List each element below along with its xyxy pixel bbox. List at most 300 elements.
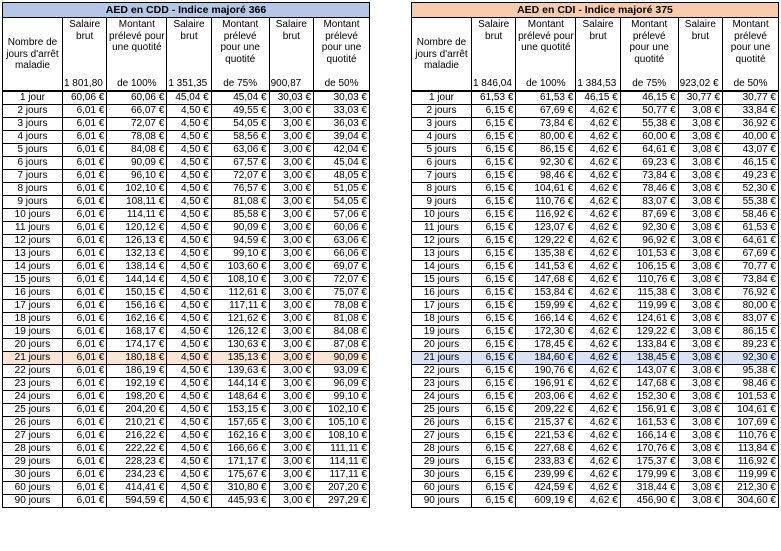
salaire-75-cell: 4,62 €	[576, 378, 620, 391]
salaire-75-cell: 4,62 €	[576, 235, 620, 248]
days-cell: 23 jours	[3, 378, 63, 391]
prelev-100-cell: 90,09 €	[107, 157, 167, 170]
salaire-100-cell: 6,15 €	[471, 482, 515, 495]
header-salaire-75: Salaire brut	[576, 18, 620, 79]
salaire-100-cell: 6,01 €	[62, 352, 106, 365]
table-body-cdd	[3, 91, 370, 508]
table-row	[3, 118, 370, 131]
salaire-75-cell: 4,62 €	[576, 248, 620, 261]
prelev-75-cell: 121,62 €	[211, 313, 269, 326]
prelev-100-cell: 102,10 €	[107, 183, 167, 196]
salaire-100-cell: 6,01 €	[62, 313, 106, 326]
prelev-50-cell: 117,11 €	[314, 469, 370, 482]
prelev-100-cell: 178,45 €	[516, 339, 576, 352]
salaire-75-cell: 4,50 €	[167, 326, 211, 339]
prelev-100-cell: 129,22 €	[516, 235, 576, 248]
prelev-100-cell: 216,22 €	[107, 430, 167, 443]
prelev-50-cell: 30,03 €	[314, 91, 370, 105]
salaire-50-cell: 3,00 €	[269, 287, 313, 300]
salaire-75-cell: 4,62 €	[576, 417, 620, 430]
prelev-50-cell: 75,07 €	[314, 287, 370, 300]
prelev-100-cell: 116,92 €	[516, 209, 576, 222]
salaire-100-cell: 6,15 €	[471, 105, 515, 118]
salaire-100-cell: 60,06 €	[62, 91, 106, 105]
prelev-50-cell: 33,84 €	[723, 105, 779, 118]
table-row	[412, 157, 779, 170]
days-cell: 29 jours	[3, 456, 63, 469]
days-cell: 12 jours	[412, 235, 472, 248]
prelev-50-cell: 73,84 €	[723, 274, 779, 287]
prelev-100-cell: 162,16 €	[107, 313, 167, 326]
prelev-50-cell: 110,76 €	[723, 430, 779, 443]
salaire-50-cell: 3,08 €	[678, 339, 722, 352]
prelev-100-cell: 233,83 €	[516, 456, 576, 469]
quotite-100: de 100%	[107, 78, 167, 91]
prelev-50-cell: 297,29 €	[314, 495, 370, 508]
prelev-100-cell: 172,30 €	[516, 326, 576, 339]
table-row	[412, 417, 779, 430]
prelev-50-cell: 83,07 €	[723, 313, 779, 326]
salaire-75-cell: 4,62 €	[576, 404, 620, 417]
prelev-75-cell: 72,07 €	[211, 170, 269, 183]
salaire-75-cell: 4,62 €	[576, 287, 620, 300]
table-row	[412, 365, 779, 378]
days-cell: 18 jours	[412, 313, 472, 326]
prelev-50-cell: 46,15 €	[723, 157, 779, 170]
base-salaire-75: 1 351,35	[167, 78, 211, 91]
prelev-50-cell: 95,38 €	[723, 365, 779, 378]
salaire-100-cell: 6,15 €	[471, 495, 515, 508]
salaire-100-cell: 6,01 €	[62, 248, 106, 261]
salaire-75-cell: 4,62 €	[576, 430, 620, 443]
days-cell: 3 jours	[3, 118, 63, 131]
prelev-50-cell: 48,05 €	[314, 170, 370, 183]
prelev-75-cell: 94,59 €	[211, 235, 269, 248]
salaire-50-cell: 3,00 €	[269, 235, 313, 248]
prelev-50-cell: 113,84 €	[723, 443, 779, 456]
days-cell: 60 jours	[412, 482, 472, 495]
salaire-100-cell: 6,01 €	[62, 235, 106, 248]
table-row	[3, 144, 370, 157]
salaire-75-cell: 4,62 €	[576, 131, 620, 144]
days-cell: 17 jours	[412, 300, 472, 313]
prelev-100-cell: 60,06 €	[107, 91, 167, 105]
prelev-50-cell: 49,23 €	[723, 170, 779, 183]
prelev-75-cell: 175,37 €	[620, 456, 678, 469]
header-salaire-100: Salaire brut	[62, 18, 106, 79]
days-cell: 12 jours	[3, 235, 63, 248]
salaire-50-cell: 3,08 €	[678, 248, 722, 261]
salaire-75-cell: 4,50 €	[167, 274, 211, 287]
prelev-100-cell: 196,91 €	[516, 378, 576, 391]
prelev-75-cell: 49,55 €	[211, 105, 269, 118]
salaire-100-cell: 6,01 €	[62, 196, 106, 209]
prelev-75-cell: 46,15 €	[620, 91, 678, 105]
salaire-75-cell: 4,62 €	[576, 196, 620, 209]
salaire-75-cell: 4,50 €	[167, 222, 211, 235]
salaire-50-cell: 3,00 €	[269, 105, 313, 118]
prelev-75-cell: 108,10 €	[211, 274, 269, 287]
prelev-100-cell: 234,23 €	[107, 469, 167, 482]
prelev-50-cell: 72,07 €	[314, 274, 370, 287]
days-cell: 16 jours	[412, 287, 472, 300]
prelev-100-cell: 84,08 €	[107, 144, 167, 157]
prelev-50-cell: 33,03 €	[314, 105, 370, 118]
salaire-75-cell: 4,50 €	[167, 287, 211, 300]
salaire-100-cell: 6,01 €	[62, 339, 106, 352]
prelev-100-cell: 135,38 €	[516, 248, 576, 261]
prelev-75-cell: 152,30 €	[620, 391, 678, 404]
base-salaire-50: 900,87	[269, 78, 313, 91]
prelev-50-cell: 70,77 €	[723, 261, 779, 274]
header-days: Nombre de jours d'arrêt maladie	[412, 18, 472, 92]
prelev-75-cell: 456,90 €	[620, 495, 678, 508]
salaire-100-cell: 6,15 €	[471, 222, 515, 235]
salaire-50-cell: 3,08 €	[678, 118, 722, 131]
days-cell: 22 jours	[412, 365, 472, 378]
prelev-100-cell: 150,15 €	[107, 287, 167, 300]
prelev-100-cell: 203,06 €	[516, 391, 576, 404]
salaire-100-cell: 6,15 €	[471, 352, 515, 365]
days-cell: 11 jours	[412, 222, 472, 235]
salaire-75-cell: 4,62 €	[576, 144, 620, 157]
salaire-100-cell: 6,01 €	[62, 209, 106, 222]
prelev-75-cell: 96,92 €	[620, 235, 678, 248]
days-cell: 29 jours	[412, 456, 472, 469]
salaire-100-cell: 6,15 €	[471, 417, 515, 430]
prelev-100-cell: 67,69 €	[516, 105, 576, 118]
salaire-75-cell: 4,62 €	[576, 365, 620, 378]
salaire-75-cell: 4,62 €	[576, 456, 620, 469]
prelev-100-cell: 594,59 €	[107, 495, 167, 508]
table-row	[3, 482, 370, 495]
prelev-50-cell: 96,09 €	[314, 378, 370, 391]
table-row	[3, 443, 370, 456]
days-cell: 8 jours	[3, 183, 63, 196]
days-cell: 28 jours	[3, 443, 63, 456]
prelev-75-cell: 153,15 €	[211, 404, 269, 417]
salaire-100-cell: 6,01 €	[62, 118, 106, 131]
table-title-cdi: AED en CDI - Indice majoré 375	[412, 3, 779, 18]
days-cell: 23 jours	[412, 378, 472, 391]
salaire-50-cell: 30,03 €	[269, 91, 313, 105]
salaire-75-cell: 4,50 €	[167, 131, 211, 144]
salaire-75-cell: 4,62 €	[576, 482, 620, 495]
table-row	[412, 313, 779, 326]
prelev-50-cell: 98,46 €	[723, 378, 779, 391]
salaire-75-cell: 4,62 €	[576, 326, 620, 339]
prelev-75-cell: 110,76 €	[620, 274, 678, 287]
prelev-50-cell: 57,06 €	[314, 209, 370, 222]
salaire-100-cell: 6,01 €	[62, 222, 106, 235]
table-row	[412, 118, 779, 131]
salaire-75-cell: 4,62 €	[576, 300, 620, 313]
prelev-75-cell: 45,04 €	[211, 91, 269, 105]
prelev-100-cell: 221,53 €	[516, 430, 576, 443]
salaire-50-cell: 3,00 €	[269, 404, 313, 417]
days-cell: 5 jours	[412, 144, 472, 157]
prelev-100-cell: 108,11 €	[107, 196, 167, 209]
table-aed-cdi	[411, 2, 779, 508]
salaire-50-cell: 30,77 €	[678, 91, 722, 105]
prelev-100-cell: 186,19 €	[107, 365, 167, 378]
days-cell: 24 jours	[412, 391, 472, 404]
quotite-50: de 50%	[723, 78, 779, 91]
salaire-50-cell: 3,08 €	[678, 105, 722, 118]
prelev-100-cell: 66,07 €	[107, 105, 167, 118]
salaire-50-cell: 3,00 €	[269, 222, 313, 235]
prelev-75-cell: 130,63 €	[211, 339, 269, 352]
salaire-50-cell: 3,08 €	[678, 144, 722, 157]
prelev-50-cell: 67,69 €	[723, 248, 779, 261]
days-cell: 2 jours	[3, 105, 63, 118]
prelev-100-cell: 609,19 €	[516, 495, 576, 508]
prelev-75-cell: 129,22 €	[620, 326, 678, 339]
days-cell: 15 jours	[412, 274, 472, 287]
salaire-75-cell: 4,50 €	[167, 456, 211, 469]
table-row	[412, 469, 779, 482]
prelev-100-cell: 210,21 €	[107, 417, 167, 430]
days-cell: 30 jours	[3, 469, 63, 482]
salaire-50-cell: 3,08 €	[678, 209, 722, 222]
prelev-100-cell: 190,76 €	[516, 365, 576, 378]
prelev-75-cell: 133,84 €	[620, 339, 678, 352]
prelev-75-cell: 50,77 €	[620, 105, 678, 118]
prelev-100-cell: 138,14 €	[107, 261, 167, 274]
days-cell: 7 jours	[412, 170, 472, 183]
prelev-75-cell: 124,61 €	[620, 313, 678, 326]
prelev-75-cell: 161,53 €	[620, 417, 678, 430]
salaire-75-cell: 4,50 €	[167, 196, 211, 209]
salaire-75-cell: 4,50 €	[167, 352, 211, 365]
salaire-100-cell: 6,15 €	[471, 404, 515, 417]
prelev-100-cell: 104,61 €	[516, 183, 576, 196]
prelev-50-cell: 84,08 €	[314, 326, 370, 339]
prelev-50-cell: 105,10 €	[314, 417, 370, 430]
salaire-75-cell: 4,50 €	[167, 469, 211, 482]
salaire-50-cell: 3,00 €	[269, 313, 313, 326]
prelev-75-cell: 138,45 €	[620, 352, 678, 365]
prelev-75-cell: 175,67 €	[211, 469, 269, 482]
salaire-100-cell: 6,01 €	[62, 300, 106, 313]
salaire-75-cell: 4,50 €	[167, 300, 211, 313]
table-row	[412, 352, 779, 365]
quotite-75: de 75%	[211, 78, 269, 91]
salaire-50-cell: 3,08 €	[678, 495, 722, 508]
prelev-100-cell: 144,14 €	[107, 274, 167, 287]
prelev-50-cell: 116,92 €	[723, 456, 779, 469]
table-row	[412, 287, 779, 300]
prelev-50-cell: 99,10 €	[314, 391, 370, 404]
salaire-50-cell: 3,00 €	[269, 261, 313, 274]
table-row	[412, 183, 779, 196]
days-cell: 13 jours	[412, 248, 472, 261]
salaire-75-cell: 4,50 €	[167, 404, 211, 417]
prelev-100-cell: 198,20 €	[107, 391, 167, 404]
salaire-50-cell: 3,00 €	[269, 495, 313, 508]
prelev-75-cell: 58,56 €	[211, 131, 269, 144]
salaire-50-cell: 3,00 €	[269, 456, 313, 469]
prelev-50-cell: 93,09 €	[314, 365, 370, 378]
prelev-100-cell: 414,41 €	[107, 482, 167, 495]
prelev-100-cell: 123,07 €	[516, 222, 576, 235]
prelev-75-cell: 76,57 €	[211, 183, 269, 196]
salaire-50-cell: 3,08 €	[678, 170, 722, 183]
salaire-100-cell: 6,15 €	[471, 196, 515, 209]
days-cell: 9 jours	[3, 196, 63, 209]
prelev-75-cell: 126,12 €	[211, 326, 269, 339]
base-salaire-50: 923,02 €	[678, 78, 722, 91]
prelev-50-cell: 40,00 €	[723, 131, 779, 144]
prelev-50-cell: 81,08 €	[314, 313, 370, 326]
salaire-50-cell: 3,08 €	[678, 157, 722, 170]
prelev-75-cell: 92,30 €	[620, 222, 678, 235]
days-cell: 20 jours	[3, 339, 63, 352]
days-cell: 3 jours	[412, 118, 472, 131]
table-row	[412, 339, 779, 352]
prelev-50-cell: 45,04 €	[314, 157, 370, 170]
prelev-100-cell: 192,19 €	[107, 378, 167, 391]
salaire-100-cell: 6,01 €	[62, 131, 106, 144]
salaire-75-cell: 4,50 €	[167, 482, 211, 495]
salaire-50-cell: 3,08 €	[678, 404, 722, 417]
quotite-50: de 50%	[314, 78, 370, 91]
prelev-100-cell: 174,17 €	[107, 339, 167, 352]
table-row	[3, 378, 370, 391]
salaire-100-cell: 6,01 €	[62, 144, 106, 157]
days-cell: 4 jours	[412, 131, 472, 144]
prelev-75-cell: 157,65 €	[211, 417, 269, 430]
salaire-75-cell: 4,62 €	[576, 352, 620, 365]
prelev-100-cell: 120,12 €	[107, 222, 167, 235]
salaire-50-cell: 3,08 €	[678, 313, 722, 326]
days-cell: 26 jours	[412, 417, 472, 430]
salaire-100-cell: 6,15 €	[471, 118, 515, 131]
table-row	[3, 352, 370, 365]
table-row	[3, 326, 370, 339]
salaire-75-cell: 4,62 €	[576, 170, 620, 183]
prelev-75-cell: 106,15 €	[620, 261, 678, 274]
table-row	[3, 300, 370, 313]
prelev-100-cell: 147,68 €	[516, 274, 576, 287]
salaire-100-cell: 6,01 €	[62, 456, 106, 469]
prelev-100-cell: 168,17 €	[107, 326, 167, 339]
prelev-50-cell: 101,53 €	[723, 391, 779, 404]
header-prelev-75: Montant prélevé pour une quotité	[211, 18, 269, 79]
days-cell: 27 jours	[412, 430, 472, 443]
days-cell: 15 jours	[3, 274, 63, 287]
salaire-100-cell: 6,15 €	[471, 456, 515, 469]
prelev-100-cell: 72,07 €	[107, 118, 167, 131]
quotite-100: de 100%	[516, 78, 576, 91]
prelev-75-cell: 55,38 €	[620, 118, 678, 131]
salaire-75-cell: 4,50 €	[167, 157, 211, 170]
prelev-100-cell: 86,15 €	[516, 144, 576, 157]
days-cell: 13 jours	[3, 248, 63, 261]
table-row	[3, 170, 370, 183]
table-row	[3, 196, 370, 209]
salaire-100-cell: 6,15 €	[471, 235, 515, 248]
days-cell: 17 jours	[3, 300, 63, 313]
prelev-50-cell: 107,69 €	[723, 417, 779, 430]
header-prelev-100: Montant prélevé pour une quotité	[516, 18, 576, 79]
salaire-100-cell: 6,15 €	[471, 157, 515, 170]
salaire-50-cell: 3,08 €	[678, 222, 722, 235]
prelev-75-cell: 67,57 €	[211, 157, 269, 170]
prelev-100-cell: 78,08 €	[107, 131, 167, 144]
table-row	[3, 157, 370, 170]
days-cell: 16 jours	[3, 287, 63, 300]
prelev-75-cell: 64,61 €	[620, 144, 678, 157]
table-row	[412, 144, 779, 157]
days-cell: 25 jours	[3, 404, 63, 417]
table-title-cdd: AED en CDD - Indice majoré 366	[3, 3, 370, 18]
days-cell: 1 jour	[3, 91, 63, 105]
salaire-50-cell: 3,00 €	[269, 417, 313, 430]
salaire-50-cell: 3,00 €	[269, 170, 313, 183]
salaire-100-cell: 6,15 €	[471, 443, 515, 456]
prelev-100-cell: 184,60 €	[516, 352, 576, 365]
prelev-75-cell: 147,68 €	[620, 378, 678, 391]
salaire-100-cell: 6,15 €	[471, 170, 515, 183]
prelev-50-cell: 89,23 €	[723, 339, 779, 352]
salaire-50-cell: 3,00 €	[269, 274, 313, 287]
days-cell: 18 jours	[3, 313, 63, 326]
salaire-75-cell: 4,50 €	[167, 365, 211, 378]
days-cell: 11 jours	[3, 222, 63, 235]
prelev-100-cell: 166,14 €	[516, 313, 576, 326]
salaire-75-cell: 4,62 €	[576, 313, 620, 326]
prelev-75-cell: 445,93 €	[211, 495, 269, 508]
salaire-75-cell: 4,62 €	[576, 261, 620, 274]
salaire-75-cell: 4,50 €	[167, 417, 211, 430]
days-cell: 28 jours	[412, 443, 472, 456]
salaire-50-cell: 3,08 €	[678, 196, 722, 209]
prelev-100-cell: 126,13 €	[107, 235, 167, 248]
header-prelev-50: Montant prélevé pour une quotité	[723, 18, 779, 79]
prelev-75-cell: 81,08 €	[211, 196, 269, 209]
days-cell: 10 jours	[412, 209, 472, 222]
table-row	[3, 391, 370, 404]
salaire-50-cell: 3,00 €	[269, 378, 313, 391]
days-cell: 60 jours	[3, 482, 63, 495]
salaire-100-cell: 6,15 €	[471, 261, 515, 274]
salaire-75-cell: 4,62 €	[576, 157, 620, 170]
prelev-50-cell: 60,06 €	[314, 222, 370, 235]
prelev-75-cell: 156,91 €	[620, 404, 678, 417]
salaire-100-cell: 6,15 €	[471, 300, 515, 313]
salaire-50-cell: 3,08 €	[678, 391, 722, 404]
prelev-75-cell: 310,80 €	[211, 482, 269, 495]
days-cell: 10 jours	[3, 209, 63, 222]
prelev-75-cell: 179,99 €	[620, 469, 678, 482]
prelev-50-cell: 43,07 €	[723, 144, 779, 157]
salaire-100-cell: 6,15 €	[471, 131, 515, 144]
salaire-50-cell: 3,00 €	[269, 300, 313, 313]
salaire-100-cell: 6,15 €	[471, 274, 515, 287]
prelev-50-cell: 39,04 €	[314, 131, 370, 144]
table-row	[412, 443, 779, 456]
prelev-100-cell: 424,59 €	[516, 482, 576, 495]
prelev-100-cell: 92,30 €	[516, 157, 576, 170]
prelev-50-cell: 102,10 €	[314, 404, 370, 417]
days-cell: 9 jours	[412, 196, 472, 209]
prelev-75-cell: 60,00 €	[620, 131, 678, 144]
salaire-75-cell: 4,62 €	[576, 105, 620, 118]
salaire-100-cell: 6,15 €	[471, 339, 515, 352]
prelev-100-cell: 110,76 €	[516, 196, 576, 209]
prelev-75-cell: 318,44 €	[620, 482, 678, 495]
